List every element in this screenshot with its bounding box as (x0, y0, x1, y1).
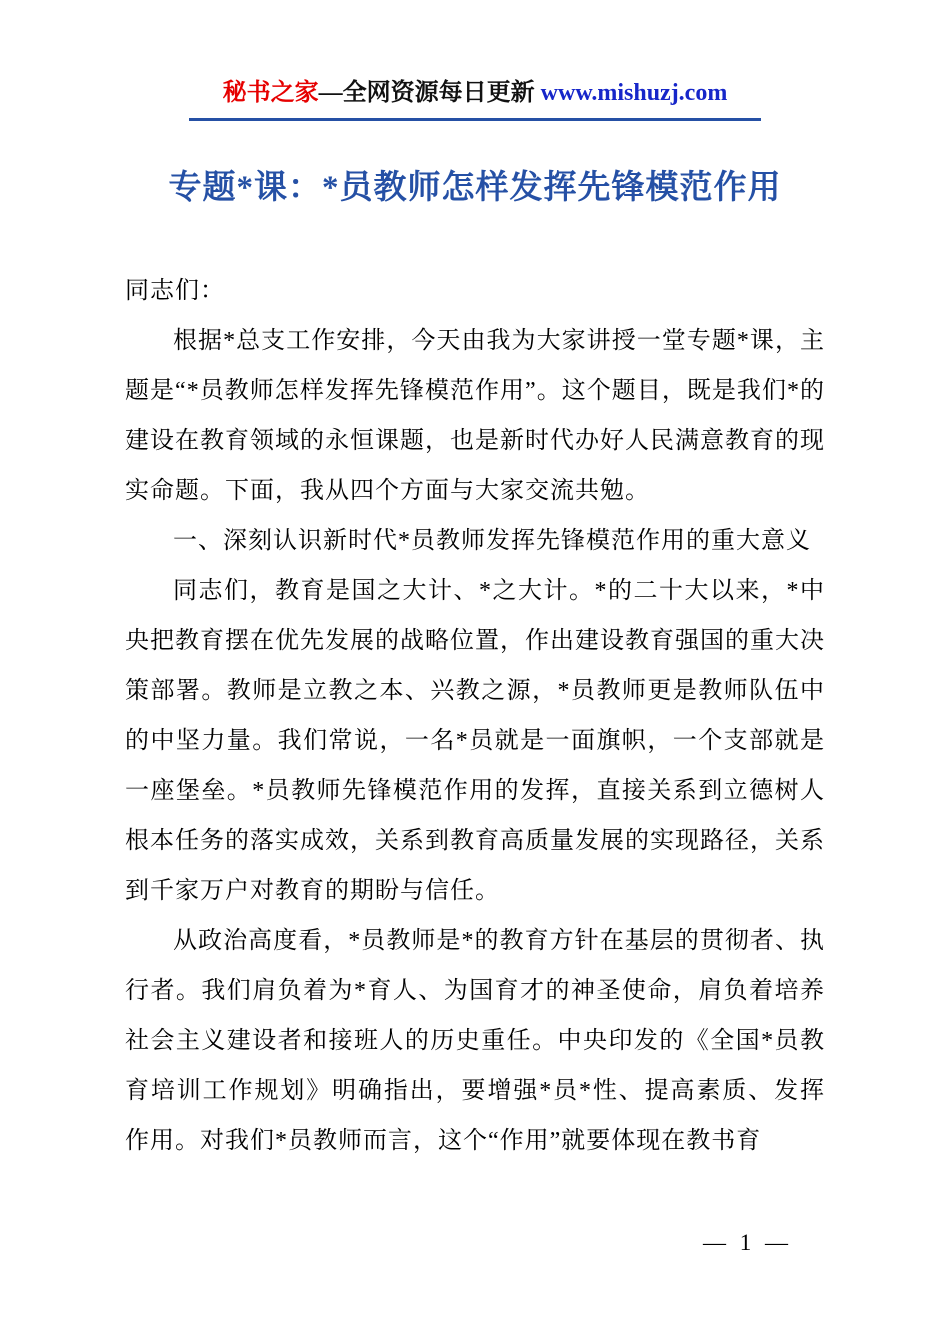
site-url-link[interactable]: www.mishuzj.com (540, 80, 728, 106)
paragraph-intro: 根据*总支工作安排，今天由我为大家讲授一堂专题*课，主题是“*员教师怎样发挥先锋模范作用”。这个题目，既是我们*的建设在教育领域的永恒课题，也是新时代办好人民满意教育的现实命题。下面，我从四个方面与大家交流共勉。 (125, 328, 825, 505)
paragraph-salutation: 同志们： (125, 278, 225, 305)
site-header-line (189, 78, 762, 121)
document-title: 专题*课：*员教师怎样发挥先锋模范作用 (168, 170, 782, 207)
paragraph-body-2: 从政治高度看，*员教师是*的教育方针在基层的贯彻者、执行者。我们肩负着为*育人、为国育才的神圣使命，肩负着培养社会主义建设者和接班人的历史重任。中央印发的《全国*员教育培训工作规划》明确指出，要增强*员*性、提高素质、发挥作用。对我们*员教师而言，这个“作用”就要体现在教书育 (125, 928, 825, 1155)
site-brand: 秘书之家 (222, 80, 319, 106)
site-header (125, 78, 825, 121)
paragraph-body-1: 同志们，教育是国之大计、*之大计。*的二十大以来，*中央把教育摆在优先发展的战略位置，作出建设教育强国的重大决策部署。教师是立教之本、兴教之源，*员教师更是教师队伍中的中坚力量。我们常说，一名*员就是一面旗帜，一个支部就是一座堡垒。*员教师先锋模范作用的发挥，直接关系到立德树人根本任务的落实成效，关系到教育高质量发展的实现路径，关系到千家万户对教育的期盼与信任。 (125, 578, 825, 905)
paragraph-section-heading: 一、深刻认识新时代*员教师发挥先锋模范作用的重大意义 (173, 528, 811, 555)
page-number: — 1 — (703, 1230, 792, 1255)
site-tagline: —全网资源每日更新 (318, 80, 541, 106)
document-body (125, 266, 825, 1166)
